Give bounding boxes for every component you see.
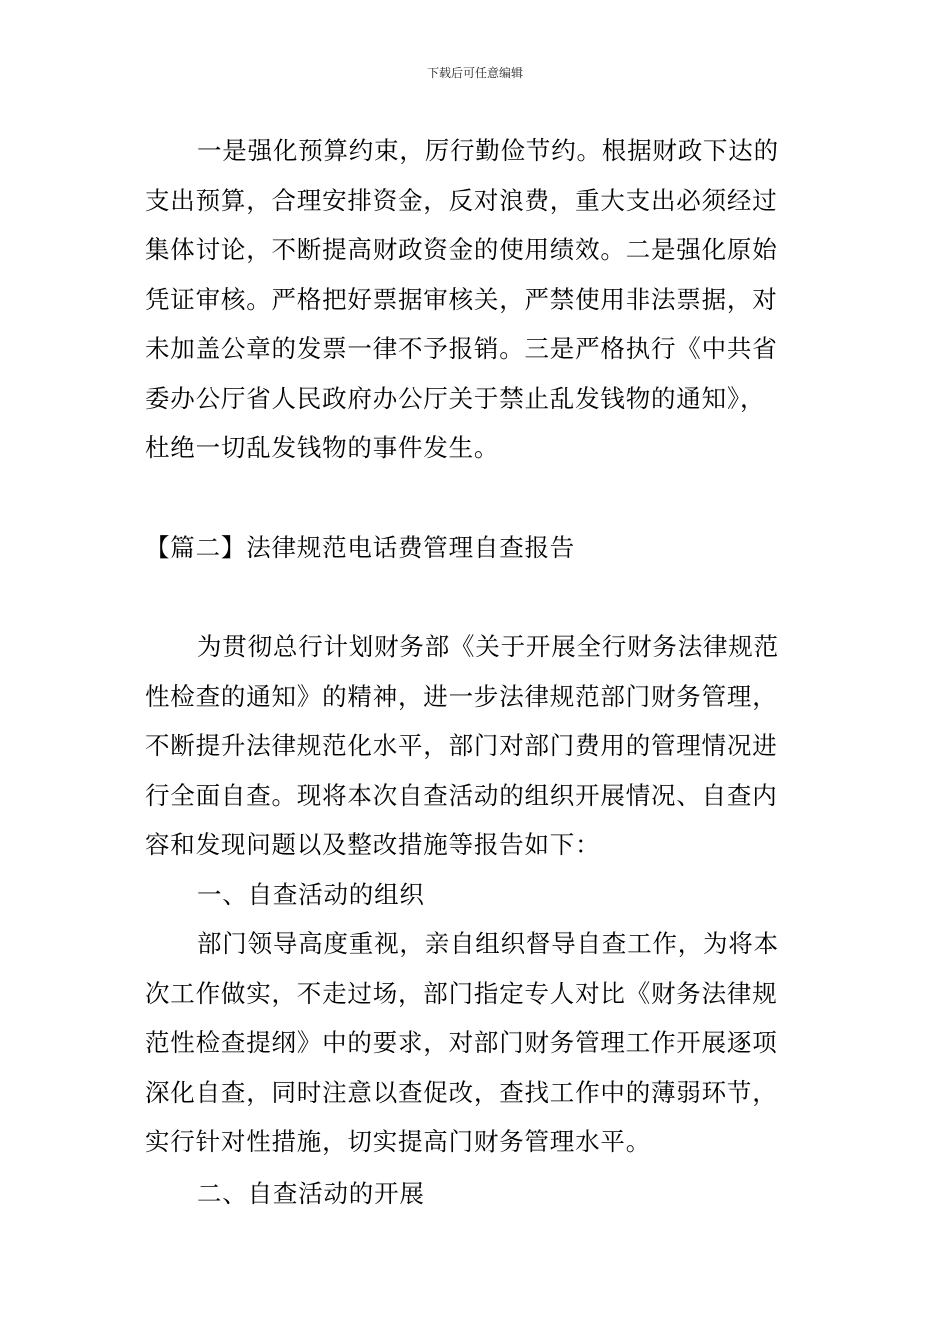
paragraph-line: 次工作做实，不走过场，部门指定专人对比《财务法律规	[145, 978, 778, 1008]
paragraph-line: 未加盖公章的发票一律不予报销。三是严格执行《中共省	[145, 334, 778, 363]
paragraph-line: 支出预算，合理安排资金，反对浪费，重大支出必须经过	[145, 185, 778, 215]
paragraph-intro	[145, 622, 820, 1167]
paragraph-line: 一是强化预算约束，厉行勤俭节约。根据财政下达的	[197, 136, 779, 165]
subheading-implementation: 二、自查活动的开展	[197, 1179, 425, 1208]
paragraph-line: 不断提升法律规范化水平，部门对部门费用的管理情况进	[145, 731, 778, 760]
paragraph-line: 容和发现问题以及整改措施等报告如下：	[145, 830, 601, 859]
paragraph-line: 部门领导高度重视，亲自组织督导自查工作，为将本	[197, 929, 779, 958]
section-title	[145, 523, 820, 573]
section-title-text: 【篇二】法律规范电话费管理自查报告	[145, 533, 576, 562]
paragraph-line: 行全面自查。现将本次自查活动的组织开展情况、自查内	[145, 780, 778, 810]
paragraph-line: 委办公厅省人民政府办公厅关于禁止乱发钱物的通知》，	[145, 383, 766, 413]
subheading-organization: 一、自查活动的组织	[197, 879, 425, 909]
paragraph-budget-control	[145, 126, 820, 473]
paragraph-line: 凭证审核。严格把好票据审核关，严禁使用非法票据，对	[145, 284, 778, 314]
paragraph-line: 为贯彻总行计划财务部《关于开展全行财务法律规范	[197, 632, 779, 661]
paragraph-line: 杜绝一切乱发钱物的事件发生。	[145, 433, 500, 462]
subheading-block	[145, 1169, 820, 1219]
paragraph-line: 性检查的通知》的精神，进一步法律规范部门财务管理，	[145, 681, 778, 711]
paragraph-line: 实行针对性措施，切实提高门财务管理水平。	[145, 1127, 651, 1156]
page-header: 下载后可任意编辑	[426, 66, 523, 80]
paragraph-line: 集体讨论，不断提高财政资金的使用绩效。二是强化原始	[145, 235, 778, 264]
paragraph-line: 深化自查，同时注意以查促改，查找工作中的薄弱环节，	[145, 1077, 778, 1107]
paragraph-line: 范性检查提纲》中的要求，对部门财务管理工作开展逐项	[145, 1028, 778, 1057]
